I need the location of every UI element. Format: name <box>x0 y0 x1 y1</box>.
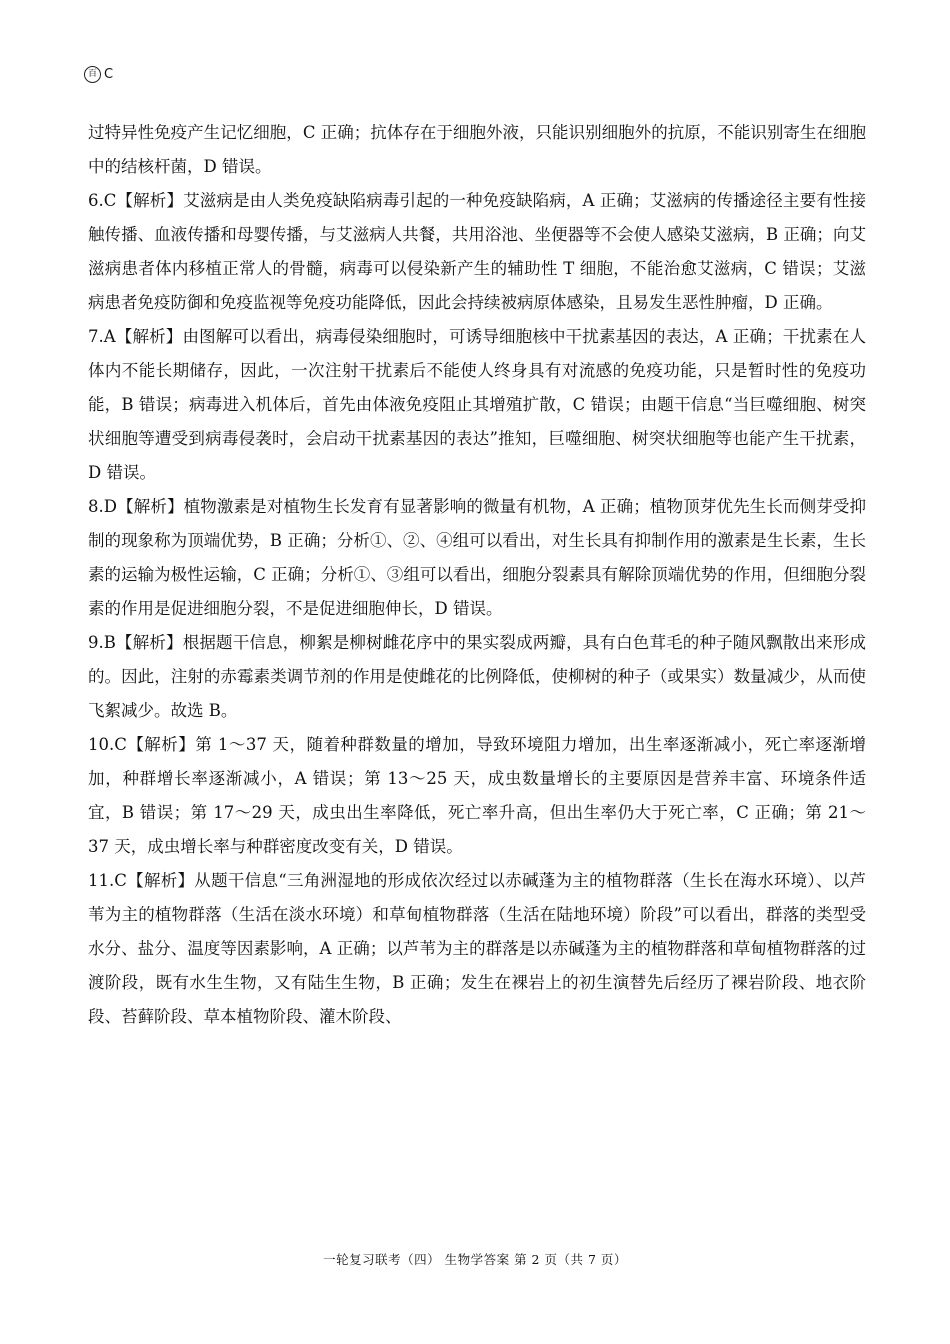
answer-6: 6.C【解析】艾滋病是由人类免疫缺陷病毒引起的一种免疫缺陷病，A 正确；艾滋病的传播途径主要有性接触传播、血液传播和母婴传播，与艾滋病人共餐，共用浴池、坐便器等不会使人感染艾滋病，B 正确；向艾滋病患者体内移植正常人的骨髓，病毒可以侵染新产生的辅助性 T 细胞，不能治愈艾滋病，C 错误；艾滋病患者免疫防御和免疫监视等免疫功能降低，因此会持续被病原体感染，且易发生恶性肿瘤，D 正确。 <box>88 191 866 312</box>
circled-glyph-icon: 百 <box>84 66 101 83</box>
answer-11: 11.C【解析】从题干信息“三角洲湿地的形成依次经过以赤碱蓬为主的植物群落（生长在海水环境）、以芦苇为主的植物群落（生活在淡水环境）和草甸植物群落（生活在陆地环境）阶段”可以看出，群落的类型受水分、盐分、温度等因素影响，A 正确；以芦苇为主的群落是以赤碱蓬为主的植物群落和草甸植物群落的过渡阶段，既有水生生物，又有陆生生物，B 正确；发生在裸岩上的初生演替先后经历了裸岩阶段、地衣阶段、苔藓阶段、草本植物阶段、灌木阶段、 <box>88 871 866 1026</box>
answer-10: 10.C【解析】第 1～37 天，随着种群数量的增加，导致环境阻力增加，出生率逐渐减小，死亡率逐渐增加，种群增长率逐渐减小，A 错误；第 13～25 天，成虫数量增长的主要原因是营养丰富、环境条件适宜，B 错误；第 17～29 天，成虫出生率降低，死亡率升高，但出生率仍大于死亡率，C 正确；第 21～37 天，成虫增长率与种群密度改变有关，D 错误。 <box>88 735 866 856</box>
paragraph-continuation: 过特异性免疫产生记忆细胞，C 正确；抗体存在于细胞外液，只能识别细胞外的抗原，不能识别寄生在细胞中的结核杆菌，D 错误。 <box>88 123 866 176</box>
corner-letter: C <box>104 67 114 82</box>
page-footer: 一轮复习联考（四） 生物学答案 第 2 页（共 7 页） <box>323 1252 627 1267</box>
answer-7: 7.A【解析】由图解可以看出，病毒侵染细胞时，可诱导细胞核中干扰素基因的表达，A 正确；干扰素在人体内不能长期储存，因此，一次注射干扰素后不能使人终身具有对流感的免疫功能，只是暂时性的免疫功能，B 错误；病毒进入机体后，首先由体液免疫阻止其增殖扩散，C 错误；由题干信息“当巨噬细胞、树突状细胞等遭受到病毒侵袭时，会启动干扰素基因的表达”推知，巨噬细胞、树突状细胞等也能产生干扰素，D 错误。 <box>88 327 866 482</box>
answer-9: 9.B【解析】根据题干信息，柳絮是柳树雌花序中的果实裂成两瓣，具有白色茸毛的种子随风飘散出来形成的。因此，注射的赤霉素类调节剂的作用是使雌花的比例降低，使柳树的种子（或果实）数量减少，从而使飞絮减少。故选 B。 <box>88 633 866 720</box>
answer-content <box>88 116 866 1034</box>
corner-mark <box>84 66 113 83</box>
answer-8: 8.D【解析】植物激素是对植物生长发育有显著影响的微量有机物，A 正确；植物顶芽优先生长而侧芽受抑制的现象称为顶端优势，B 正确；分析①、②、④组可以看出，对生长具有抑制作用的激素是生长素，生长素的运输为极性运输，C 正确；分析①、③组可以看出，细胞分裂素具有解除顶端优势的作用，但细胞分裂素的作用是促进细胞分裂，不是促进细胞伸长，D 错误。 <box>88 497 866 618</box>
